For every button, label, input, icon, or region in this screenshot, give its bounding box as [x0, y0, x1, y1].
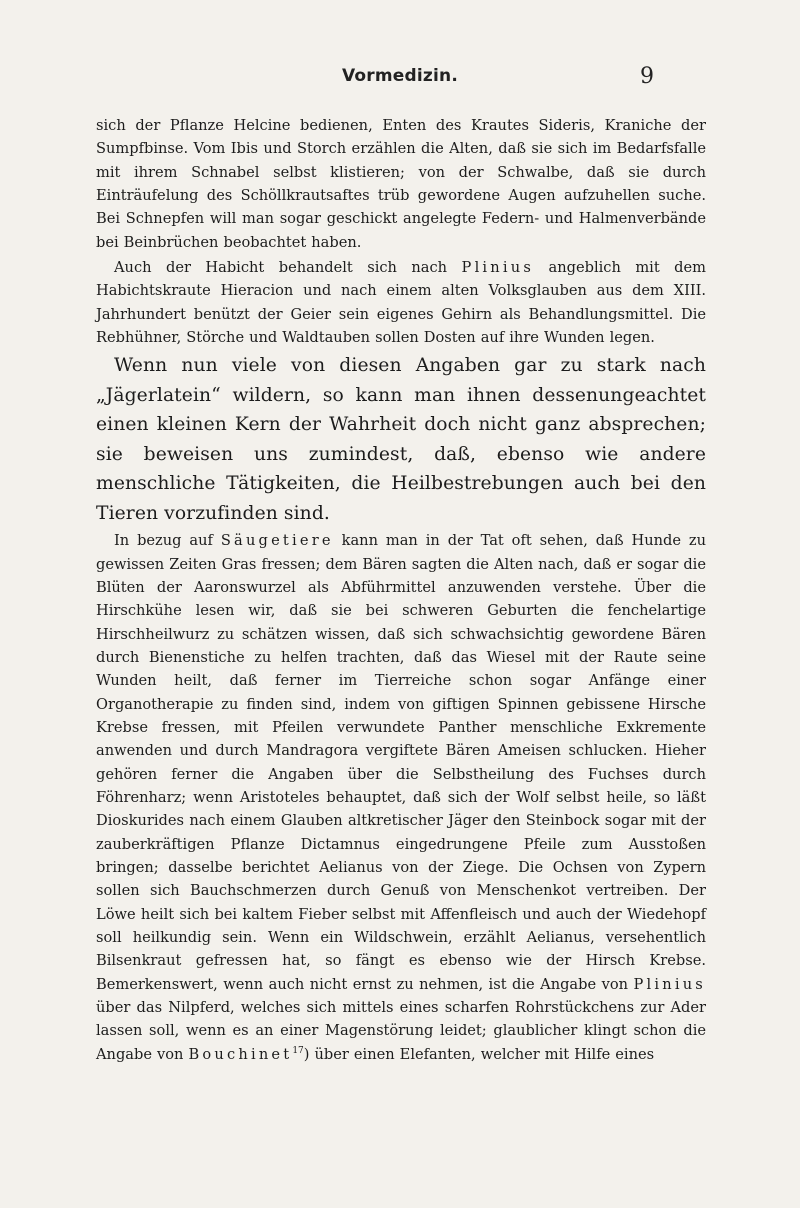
paragraph-4	[96, 529, 706, 1066]
paragraph-4-text-b: kann man in der Tat oft sehen, daß Hunde zu gewissen Zeiten Gras fressen; dem Bären sagten die Alten nach, daß er sogar die Blüten der Aaronswurzel als Abführmittel anzuwenden verstehe. Über die Hirschkühe lesen wir, daß sie bei schweren Geburten die fenchelartige Hirschheilwurz zu schätzen wissen, daß sich schwachsichtig gewordene Bären durch Bienenstiche zu helfen trachten, daß das Wiesel mit der Raute seine Wunden heilt, daß ferner im Tierreiche schon sogar Anfänge einer Organotherapie zu finden sind, indem von giftigen Spinnen gebissene Hirsche Krebse fressen, mit Pfeilen verwundete Panther menschliche Exkremente anwenden und durch Mandragora vergiftete Bären Ameisen schlucken. Hieher gehören ferner die Angaben über die Selbstheilung des Fuchses durch Föhrenharz; wenn Aristoteles behauptet, daß sich der Wolf selbst heile, so läßt Dioskurides nach einem Glauben altkretischer Jäger den Steinbock sogar mit der zauberkräftigen Pflanze Dictamnus eingedrungene Pfeile zum Ausstoßen bringen; dasselbe berichtet Aelianus von der Ziege. Die Ochsen von Zypern sollen sich Bauchschmerzen durch Genuß von Menschenkot vertreiben. Der Löwe heilt sich bei kaltem Fieber selbst mit Affenfleisch und auch der Wiedehopf soll heilkundig sein. Wenn ein Wildschwein, erzählt Aelianus, versehentlich Bilsenkraut gefressen hat, so fängt es ebenso wie der Hirsch Krebse. Bemerkenswert, wenn auch nicht ernst zu nehmen, ist die Angabe von	[96, 532, 706, 993]
page-number: 9	[640, 64, 654, 89]
paragraph-3-large-type: Wenn nun viele von diesen Angaben gar zu stark nach „Jägerlatein“ wildern, so kann man ihnen dessenungeachtet einen kleinen Kern der Wahrheit doch nicht ganz absprechen; sie beweisen uns zumindest, daß, ebenso wie andere menschliche Tätigkeiten, die Heilbestrebungen auch bei den Tieren vorzufinden sind.	[96, 355, 706, 524]
running-head	[0, 66, 800, 90]
paragraph-4-text-d: ) über einen Elefanten, welcher mit Hilfe eines	[303, 1045, 655, 1063]
author-name-bouchinet: Bouchinet	[188, 1045, 293, 1063]
paragraph-2-text-b: angeblich mit dem Habichtskraute Hieracion und nach einem alten Volksglauben aus dem XIII. Jahrhundert benützt der Geier sein eigenes Gehirn als Behandlungsmittel. Die Rebhühner, Störche und Waldtauben sollen Dosten auf ihre Wunden legen.	[96, 259, 706, 347]
author-name-plinius: Plinius	[461, 259, 535, 277]
body-text	[96, 114, 706, 1066]
author-name-plinius-2: Plinius	[633, 975, 706, 993]
term-saeugetiere: Säugetiere	[220, 532, 334, 550]
footnote-reference: 17	[292, 1045, 304, 1056]
paragraph-1: sich der Pflanze Helcine bedienen, Enten des Krautes Sideris, Kraniche der Sumpfbinse. Vom Ibis und Storch erzählen die Alten, daß sie sich im Bedarfsfalle mit ihrem Schnabel selbst klistieren; von der Schwalbe, daß sie durch Einträufelung des Schöllkrautsaftes trüb gewordene Augen aufzuhellen suche. Bei Schnepfen will man sogar geschickt angelegte Federn- und Halmenverbände bei Beinbrüchen beobachtet haben.	[96, 117, 706, 251]
paragraph-4-text-a: In bezug auf	[114, 532, 221, 550]
paragraph-2-text-a: Auch der Habicht behandelt sich nach	[114, 259, 462, 277]
paragraph-2	[96, 256, 706, 349]
running-title: Vormedizin.	[341, 66, 458, 86]
paragraph-4-text-c: über das Nilpferd, welches sich mittels eines scharfen Rohrstückchens zur Ader lassen soll, wenn es an einer Magenstörung leidet; glaublicher klingt schon die Angabe von	[96, 999, 706, 1063]
